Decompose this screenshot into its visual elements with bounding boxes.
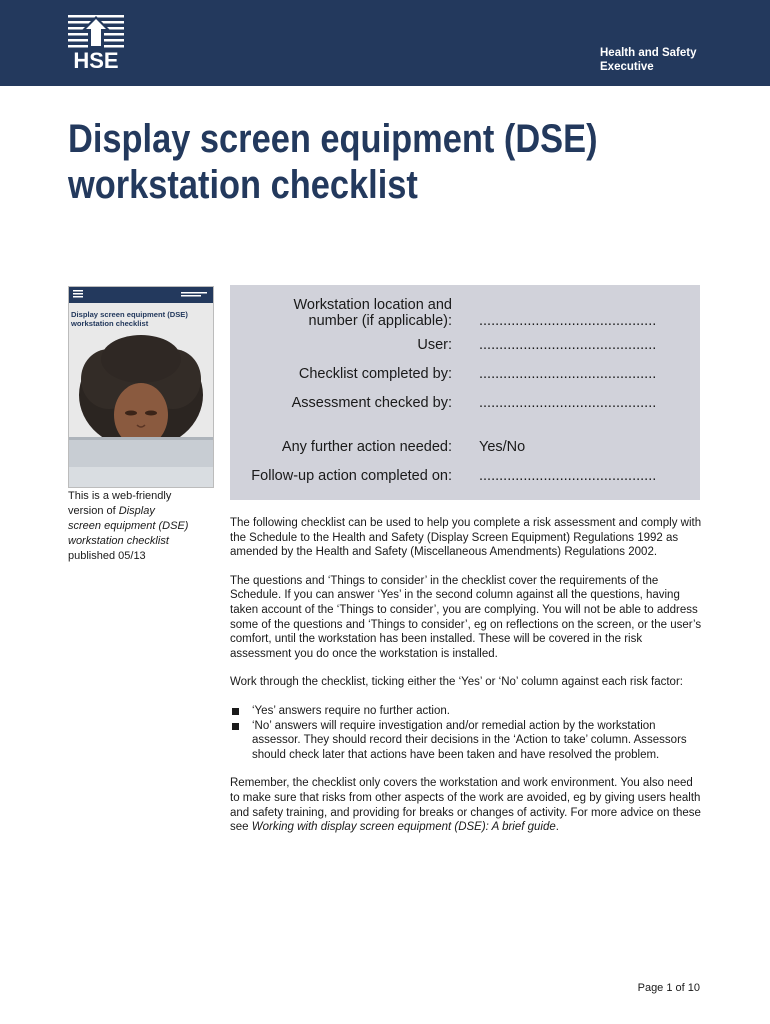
- hse-logo-text: HSE: [73, 48, 119, 73]
- further-action-field[interactable]: Yes/No: [479, 439, 526, 455]
- paragraph-schedule: The questions and ‘Things to consider’ in the checklist cover the requirements of the Schedule. If you can answer ‘Yes’ in the second column against all the questions, having taken account of the ‘Things to consider’, you are complying. You will not be able to address some of the questions and ‘Things to consider’, eg on reflections on the screen, or the user’s comfort, until the workstation has been installed. These will be covered in the risk assessment you do once the workstation is installed.: [230, 574, 702, 660]
- form-label-user: User:: [417, 337, 452, 353]
- form-row-follow-up: [230, 468, 700, 488]
- checklist-completed-by-field[interactable]: ............................................: [479, 366, 657, 382]
- paragraph-instructions: Work through the checklist, ticking either the ‘Yes’ or ‘No’ column against each risk factor:: [230, 676, 683, 689]
- square-bullet-icon: [232, 708, 239, 715]
- organisation-name-line1: Health and Safety: [600, 47, 697, 59]
- cover-title-line2: workstation checklist: [71, 319, 149, 328]
- list-item: ‘Yes’ answers require no further action.: [230, 704, 702, 719]
- checklist-details-form: [230, 285, 700, 500]
- square-bullet-icon: [232, 723, 239, 730]
- page-title-line2: workstation checklist: [68, 163, 418, 207]
- hse-logo-emblem-icon: [68, 14, 124, 48]
- form-row-user: [230, 337, 700, 357]
- list-item: ‘No’ answers will require investigation and/or remedial action by the workstation assessor. They should record their decisions in the ‘Action to take’ column. Assessors should check later that actions have been taken and have resolved the problem.: [230, 719, 702, 763]
- answer-list: [230, 704, 702, 762]
- form-row-workstation-location: [230, 297, 700, 337]
- body-text: [230, 516, 702, 849]
- form-row-further-action: [230, 439, 700, 459]
- paragraph-reminder: Remember, the checklist only covers the workstation and work environment. You also need to make sure that risks from other aspects of the work are avoided, eg by giving users health and safety training, and providing for breaks or changes of activity. For more advice on these see Working with display screen equipment (DSE): A brief guide.: [230, 777, 701, 834]
- assessment-checked-by-field[interactable]: ............................................: [479, 395, 657, 411]
- follow-up-field[interactable]: ............................................: [479, 468, 657, 484]
- workstation-location-field[interactable]: ............................................: [479, 313, 657, 329]
- cover-illustration: [69, 287, 213, 487]
- page-title: [68, 116, 653, 208]
- page-title-line1: Display screen equipment (DSE): [68, 117, 598, 161]
- publication-cover-image: [68, 286, 214, 488]
- organisation-name: [600, 46, 760, 74]
- form-row-assessment-checked-by: [230, 395, 700, 415]
- form-label-further-action: Any further action needed:: [281, 439, 452, 455]
- form-label-assessment-checked-by: Assessment checked by:: [291, 395, 452, 411]
- page-number: Page 1 of 10: [637, 982, 700, 994]
- cover-title-line1: Display screen equipment (DSE): [71, 310, 188, 319]
- hse-logo: [66, 12, 126, 74]
- user-field[interactable]: ............................................: [479, 337, 657, 353]
- guide-title-link: Working with display screen equipment (DSE): A brief guide: [251, 821, 556, 834]
- form-label-workstation-location: Workstation location and number (if applicable):: [293, 297, 452, 329]
- paragraph-intro: The following checklist can be used to help you complete a risk assessment and comply with the Schedule to the Health and Safety (Display Screen Equipment) Regulations 1992 as amended by the Health and Safety (Miscellaneous Amendments) Regulations 2002.: [230, 517, 702, 559]
- form-label-follow-up: Follow-up action completed on:: [251, 468, 452, 484]
- organisation-name-line2: Executive: [600, 61, 654, 73]
- web-version-note: This is a web-friendly version of Display screen equipment (DSE) workstation checklist published 05/13: [68, 490, 189, 562]
- form-row-checklist-completed-by: [230, 366, 700, 386]
- form-label-checklist-completed-by: Checklist completed by:: [298, 366, 452, 382]
- header-bar: [0, 0, 770, 86]
